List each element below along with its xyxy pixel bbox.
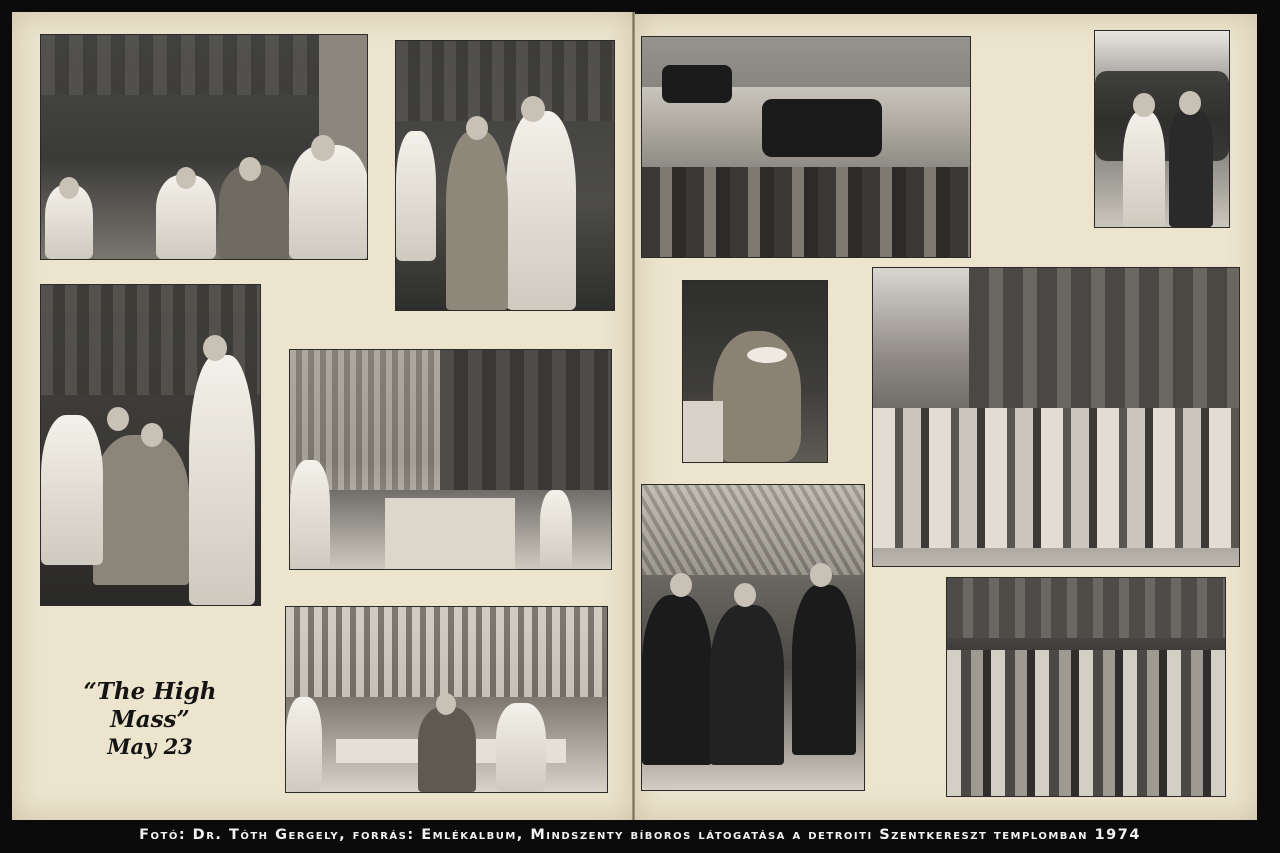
page-fold: [632, 12, 635, 820]
photo-cardinal-walking: [641, 484, 865, 791]
caption-date: May 23: [107, 734, 193, 759]
photo-vested-clergy: [395, 40, 615, 311]
photo-credit: Fotó: Dr. Tóth Gergely, forrás: Emlékalbum, Mindszenty bíboros látogatása a detroiti Szentkereszt templomban 1974: [139, 827, 1141, 843]
photo-high-mass-altar: [285, 606, 608, 793]
album-caption: [40, 678, 260, 760]
photo-kneeling-cardinal: [40, 284, 261, 606]
photo-street-crowd: [641, 36, 971, 258]
photo-folk-women-church: [872, 267, 1240, 567]
photo-sanctuary-altar: [289, 349, 612, 570]
photo-folk-children: [1094, 30, 1230, 228]
photo-priests-altar: [40, 34, 368, 260]
photo-crowd-outside: [946, 577, 1226, 797]
photo-girl-ribbon: [682, 280, 828, 463]
caption-title: “The High Mass”: [83, 678, 217, 733]
